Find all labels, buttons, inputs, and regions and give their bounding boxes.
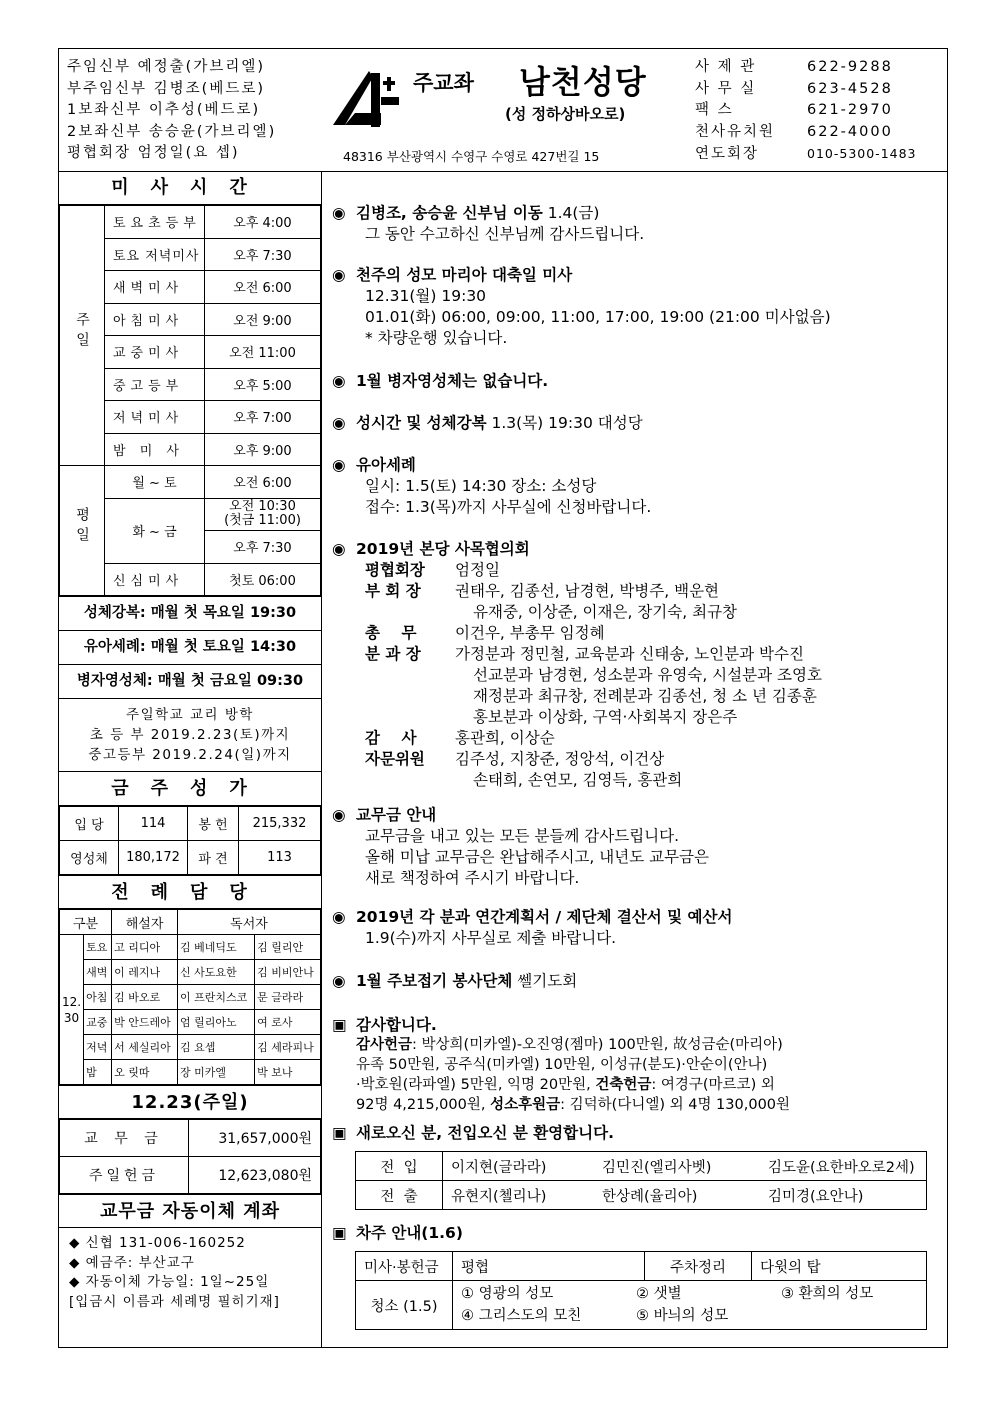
mass-time: 오전 6:00 xyxy=(205,271,321,304)
church-patron: (성 정하상바오로) xyxy=(505,105,626,123)
mass-time: 오후 4:00 xyxy=(205,206,321,239)
news-next-week: ▣ 차주 안내(1.6) xyxy=(332,1224,463,1242)
contact-list xyxy=(695,57,917,166)
table-row: 미사·봉헌금 평협 주차정리 다윗의 탑 xyxy=(356,1252,927,1281)
staff-line: 부주임신부 김병조(베드로) xyxy=(67,80,265,97)
contact-line: 사 무 실 623-4528 xyxy=(695,80,893,97)
table-row: 밤 오 릿따 장 미카엘 박 보나 xyxy=(60,1060,321,1085)
school-line: 초 등 부 2019.2.23(토)까지 xyxy=(89,727,291,743)
mass-time: 오전 10:30 (첫금 11:00) xyxy=(205,498,321,531)
mass-name: 새벽미사 xyxy=(105,271,205,304)
staff-list xyxy=(67,57,276,165)
mass-name: 아침미사 xyxy=(105,303,205,336)
header xyxy=(59,49,947,172)
bullet-icon: ◉ xyxy=(332,456,346,474)
bank-title: 교무금 자동이체 계좌 xyxy=(59,1194,321,1228)
staff-line: 주임신부 예정출(가브리엘) xyxy=(67,59,265,75)
bullet-icon: ◉ xyxy=(332,806,346,824)
table-row: 입 당 114 봉 헌 215,332 xyxy=(60,807,321,841)
council-row: 유재중, 이상준, 이재은, 장기숙, 최규창 xyxy=(473,603,738,621)
mass-time: 오전 6:00 xyxy=(205,466,321,499)
mass-name: 밤 미 사 xyxy=(105,433,205,466)
table-row: 구분 해설자 독서자 xyxy=(60,910,321,935)
table-row: 교중 박 안드레아 엄 릴리아노 여 로사 xyxy=(60,1010,321,1035)
transfer-table xyxy=(355,1151,927,1210)
weekday-label: 평일 xyxy=(60,466,105,596)
council-row: 평협회장 엄정일 xyxy=(365,561,500,579)
table-row: 아침 김 바오로 이 프란치스코 문 글라라 xyxy=(60,985,321,1010)
staff-line: 2보좌신부 송승윤(가브리엘) xyxy=(67,123,277,140)
news-holy-hour: ◉ 성시간 및 성체강복 1.3(목) 19:30 대성당 xyxy=(332,414,643,432)
school-vacation xyxy=(59,699,321,772)
sunday-label: 주일 xyxy=(60,206,105,466)
news-infant-baptism: ◉ 유아세례 일시: 1.5(토) 14:30 장소: 소성당 접수: 1.3(목)까지 사무실에 신청바랍니다. xyxy=(332,456,652,516)
council-row: 감 사 홍관희, 이상순 xyxy=(365,729,555,747)
news-tithe: ◉ 교무금 안내 교무금을 내고 있는 모든 분들께 감사드립니다. 올해 미납 교무금은 완납해주시고, 내년도 교무금은 새로 책정하여 주시기 바랍니다. xyxy=(332,806,709,887)
council-row: 홍보분과 이상화, 구역·사회복지 장은주 xyxy=(473,708,738,726)
notice-baptism: 유아세례: 매월 첫 토요일 14:30 xyxy=(59,631,321,665)
news-solemnity-mass: ◉ 천주의 성모 마리아 대축일 미사 12.31(월) 19:30 01.01(화) 06:00, 09:00, 11:00, 17:00, 19:00 (21:00 미사없음) * 차량운행 있습니다. xyxy=(332,266,831,347)
bank-info: ◆ 신협 131-006-160252 ◆ 예금주: 부산교구 ◆ 자동이체 가능일: 1일~25일 [입금시 이름과 세례명 필히기재] xyxy=(69,1235,280,1310)
notice-benediction: 성체강복: 매월 첫 목요일 19:30 xyxy=(59,596,321,631)
news-bulletin-folding: ◉ 1월 주보접기 봉사단체 쎌기도회 xyxy=(332,972,578,990)
mass-name: 토요초등부 xyxy=(105,206,205,239)
mass-time: 첫토 06:00 xyxy=(205,563,321,596)
bullet-icon: ◉ xyxy=(332,972,346,990)
mass-name: 교중미사 xyxy=(105,336,205,369)
council-row: 재정분과 최규창, 전례분과 김종선, 청 소 년 김종훈 xyxy=(473,687,817,705)
news-annual-plans: ◉ 2019년 각 분과 연간계획서 / 제단체 결산서 및 예산서 1.9(수)까지 사무실로 제출 바랍니다. xyxy=(332,908,733,947)
news-thanks: ▣ 감사합니다. 감사헌금: 박상희(미카엘)-오진영(젬마) 100만원, 故성금순(마리아) 유족 50만원, 공주식(미카엘) 10만원, 이성규(분도)·안순이(안나) ·박호원(라파엘) 5만원, 익명 20만원, 건축헌금: 여경구(마르코) 외 92명 4,215,000원, 성소후원금: 김덕하(다니엘) 외 4명 130,000원 xyxy=(332,1016,791,1113)
contact-line: 천사유치원 622-4000 xyxy=(695,123,893,140)
finance-table xyxy=(59,1119,321,1194)
notice-sick-communion: 병자영성체: 매월 첫 금요일 09:30 xyxy=(59,665,321,699)
square-bullet-icon: ▣ xyxy=(332,1224,347,1242)
mass-time: 오후 7:30 xyxy=(205,531,321,564)
church-prefix: 주교좌 xyxy=(413,71,474,95)
council-row: 자문위원 김주성, 지창준, 정앙석, 이건상 xyxy=(365,750,665,768)
mass-time: 오후 5:00 xyxy=(205,368,321,401)
contact-line: 팩 스 621-2970 xyxy=(695,102,893,118)
council-row: 손태희, 손연모, 김영득, 홍관희 xyxy=(473,771,683,789)
table-row: 저녁 서 세실리아 김 요셉 김 세라피나 xyxy=(60,1035,321,1060)
hymns-title: 금주성가 xyxy=(59,772,321,806)
bullet-icon: ◉ xyxy=(332,266,346,284)
square-bullet-icon: ▣ xyxy=(332,1016,347,1034)
staff-line: 1보좌신부 이추성(베드로) xyxy=(67,102,261,118)
news-sick-communion: ◉ 1월 병자영성체는 없습니다. xyxy=(332,372,549,390)
liturgy-table xyxy=(59,909,321,1085)
mass-time: 오후 9:00 xyxy=(205,433,321,466)
mass-name: 중고등부 xyxy=(105,368,205,401)
mass-name: 월 ~ 토 xyxy=(105,466,205,499)
left-column xyxy=(59,171,322,1347)
table-row: 12. 30 토요 고 리디아 김 베네딕도 김 릴리안 xyxy=(60,935,321,960)
table-row: 전 입 이지현(글라라) 김민진(엘리사벳) 김도윤(요한바오로2세) xyxy=(356,1152,927,1181)
table-row xyxy=(60,466,321,499)
council-row: 분 과 장 가정분과 정민철, 교육분과 신태송, 노인분과 박수진 xyxy=(365,645,804,663)
table-row: 교 무 금 31,657,000원 xyxy=(60,1120,321,1157)
hymns-table xyxy=(59,806,321,875)
contact-line: 연도회장 010-5300-1483 xyxy=(695,146,917,162)
table-row: 전 출 유현지(첼리나) 한상례(율리아) 김미경(요안나) xyxy=(356,1181,927,1210)
church-address: 48316 부산광역시 수영구 수영로 427번길 15 xyxy=(343,149,600,164)
mass-times-title: 미사시간 xyxy=(59,171,321,205)
square-bullet-icon: ▣ xyxy=(332,1124,347,1142)
table-row: 주일헌금 12,623,080원 xyxy=(60,1157,321,1194)
news-pastoral-council: ◉ 2019년 본당 사목협의회 xyxy=(332,540,530,558)
bullet-icon: ◉ xyxy=(332,908,346,926)
main-column xyxy=(322,171,947,1347)
staff-line: 평협회장 엄정일(요 셉) xyxy=(67,145,240,161)
council-row: 부 회 장 권태우, 김종선, 남경현, 박병주, 백운현 xyxy=(365,582,720,600)
news-priest-transfer: ◉ 김병조, 송승윤 신부님 이동 1.4(금) 그 동안 수고하신 신부님께 감사드립니다. xyxy=(332,204,645,243)
contact-line: 사 제 관 622-9288 xyxy=(695,59,893,75)
school-title: 주일학교 교리 방학 xyxy=(126,707,254,723)
bullet-icon: ◉ xyxy=(332,204,346,222)
council-table xyxy=(365,560,822,791)
bullet-icon: ◉ xyxy=(332,414,346,432)
school-line: 중고등부 2019.2.24(일)까지 xyxy=(88,747,292,763)
next-week-table xyxy=(355,1251,927,1330)
bulletin-page xyxy=(58,48,948,1348)
mass-time: 오후 7:00 xyxy=(205,401,321,434)
church-name: 남천성당 xyxy=(519,63,647,101)
bullet-icon: ◉ xyxy=(332,372,346,390)
mass-times-table xyxy=(59,205,321,596)
mass-name: 신심미사 xyxy=(105,563,205,596)
news-welcome: ▣ 새로오신 분, 전입오신 분 환영합니다. xyxy=(332,1124,614,1142)
cleaning-groups: ① 영광의 성모 ② 샛별 ③ 환희의 성모 ④ 그리스도의 모친 ⑤ 바늬의 성모 xyxy=(453,1281,927,1330)
bullet-icon: ◉ xyxy=(332,540,346,558)
council-row: 선교분과 남경현, 성소분과 유영숙, 시설분과 조영호 xyxy=(473,666,822,684)
table-row: 영성체 180,172 파 견 113 xyxy=(60,841,321,875)
mass-name: 저녁미사 xyxy=(105,401,205,434)
mass-time: 오후 7:30 xyxy=(205,238,321,271)
table-row: 새벽 이 레지나 신 사도요한 김 비비안나 xyxy=(60,960,321,985)
mass-name: 토요 저녁미사 xyxy=(105,238,205,271)
finance-date: 12.23(주일) xyxy=(59,1085,321,1119)
church-logo-icon xyxy=(325,63,405,133)
liturgy-title: 전례담당 xyxy=(59,875,321,909)
mass-time: 오전 11:00 xyxy=(205,336,321,369)
table-row: 청소 (1.5) ① 영광의 성모 ② 샛별 ③ 환희의 성모 ④ 그리스도의 모친 ⑤ 바늬의 성모 xyxy=(356,1281,927,1330)
table-row xyxy=(60,206,321,239)
mass-time: 오전 9:00 xyxy=(205,303,321,336)
council-row: 총 무 이건우, 부총무 임정혜 xyxy=(365,624,605,642)
mass-name: 화 ~ 금 xyxy=(105,498,205,563)
